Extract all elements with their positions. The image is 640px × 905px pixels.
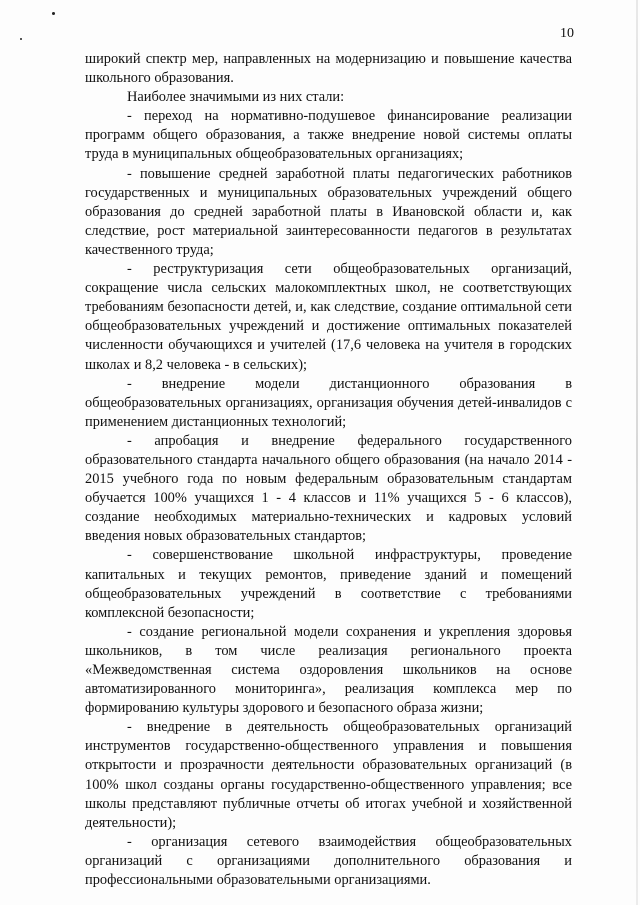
page-number: 10 [560,26,574,41]
list-item-financing: - переход на нормативно-подушевое финансирование реализации программ общего образования, а также внедрение новой системы оплаты труда в муниципальных общеобразовательных организациях; [85,108,572,163]
list-item-restructuring: - реструктуризация сети общеобразовательных организаций, сокращение числа сельских малокомплектных школ, не соответствующих требованиям безопасности детей, и, как следствие, создание оптимальной сети общеобразовательных учреждений и достижение оптимальных показателей численности обучающихся и учителей (17,6 человека на учителя в городских школах и 8,2 человека - в сельских); [85,261,572,373]
document-body [85,50,572,890]
list-item-distance-learning: - внедрение модели дистанционного образования в общеобразовательных организациях, организация обучения детей-инвалидов с применением дистанционных технологий; [85,375,572,430]
list-item-salary: - повышение средней заработной платы педагогических работников государственных и муниципальных образовательных учреждений общего образования до средней заработной платы в Ивановской области и, как следствие, рост материальной заинтересованности педагогов в результатах качественного труда; [85,165,572,258]
list-item-network-cooperation: - организация сетевого взаимодействия общеобразовательных организаций с организациями дополнительного образования и профессиональными образовательными организациями. [85,833,572,889]
list-item-health-model: - создание региональной модели сохранения и укрепления здоровья школьников, в том числе реализация регионального проекта «Межведомственная система оздоровления школьников на основе автоматизированного мониторинга», реализация комплекса мер по формированию культуры здорового и безопасного образа жизни; [85,623,572,717]
scan-speck [20,38,22,40]
scan-edge-shadow [636,0,638,905]
list-item-infrastructure: - совершенствование школьной инфраструктуры, проведение капитальных и текущих ремонтов, приведение зданий и помещений общеобразовательных учреждений в соответствие с требованиями комплексной безопасности; [85,547,572,621]
list-item-public-governance: - внедрение в деятельность общеобразовательных организаций инструментов государственно-общественного управления и повышения открытости и прозрачности деятельности образовательных организаций (в 100% школ созданы органы государственно-общественного управления; все школы представляют публичные отчеты об итогах учебной и хозяйственной деятельности); [85,719,572,831]
list-item-fgos-standard: - апробация и внедрение федерального государственного образовательного стандарта начального общего образования (на начало 2014 - 2015 учебного года по новым федеральным образовательным стандартам обучается 100% учащихся 1 - 4 классов и 11% учащихся 5 - 6 классов), создание необходимых материально-технических и кадровых условий введения новых образовательных стандартов; [85,432,572,545]
scan-speck [52,12,55,15]
paragraph-list-heading: Наиболее значимыми из них стали: [127,89,345,106]
paragraph-intro-continuation: широкий спектр мер, направленных на модернизацию и повышение качества школьного образования. [85,51,572,87]
